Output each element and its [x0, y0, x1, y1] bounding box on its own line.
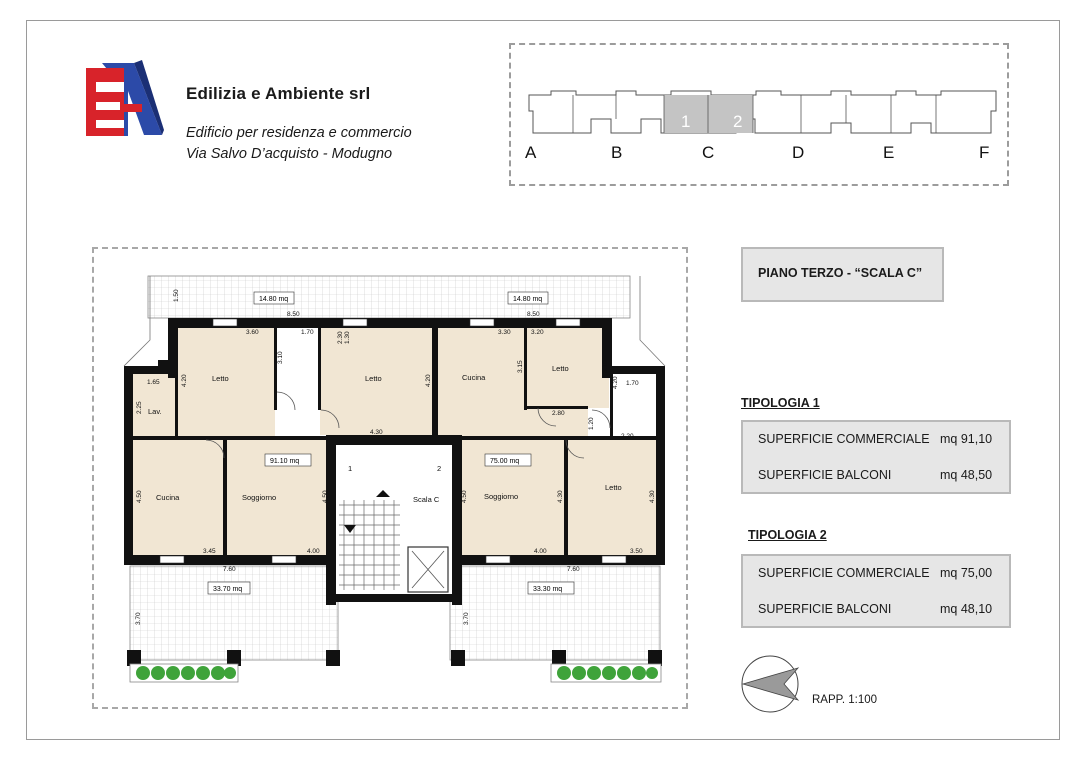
tipologia-1-balconies-value: mq 48,50 [940, 468, 993, 482]
tipologia-1-balconies-label: SUPERFICIE BALCONI [758, 468, 892, 482]
keyplan-letter-c: C [702, 143, 715, 162]
room-bagno-1 [275, 328, 320, 437]
area-balcony-top-left: 14.80 mq [259, 296, 289, 303]
tipologia-1-table [741, 420, 1011, 494]
tipologia-2-commercial-value: mq 75,00 [940, 566, 993, 580]
dim-280: 2.80 [552, 410, 565, 417]
dim-170-right: 1.70 [626, 380, 639, 387]
dim-420-center: 4.20 [425, 374, 432, 387]
dim-120: 1.20 [588, 417, 595, 430]
dim-170-left: 1.70 [301, 329, 314, 336]
floor-title-box [741, 247, 944, 302]
tipologia-2-commercial-label: SUPERFICIE COMMERCIALE [758, 566, 930, 580]
dim-420-right: 4.20 [612, 376, 619, 389]
keyplan-unit-1: 1 [681, 112, 691, 131]
stair-number-2: 2 [437, 464, 442, 473]
room-label-cucina-1: Cucina [156, 493, 180, 502]
room-label-soggiorno-2: Soggiorno [484, 492, 519, 501]
dim-450-left: 4.50 [136, 490, 143, 503]
dim-310-left: 3.10 [277, 351, 284, 364]
dim-350: 3.50 [630, 548, 643, 555]
keyplan-letter-f: F [979, 143, 990, 162]
room-label-letto-1: Letto [212, 374, 229, 383]
project-address: Via Salvo D’acquisto - Modugno [186, 146, 393, 162]
balcony-bottom-right [450, 566, 660, 660]
area-balcony-top-right: 14.80 mq [513, 296, 543, 303]
dim-850-right: 8.50 [527, 311, 540, 318]
scale-label: RAPP. 1:100 [812, 694, 878, 706]
dim-400-right: 4.00 [534, 548, 547, 555]
balcony-bottom-left [130, 566, 338, 660]
dim-370-right: 3.70 [463, 612, 470, 625]
room-label-soggiorno-1: Soggiorno [242, 493, 277, 502]
north-arrow-icon [740, 654, 800, 714]
tipologia-2-table [741, 554, 1011, 628]
room-label-scala: Scala C [413, 495, 440, 504]
dim-450-right: 4.50 [461, 490, 468, 503]
dim-230: 2.30 [337, 331, 344, 344]
dim-360: 3.60 [246, 329, 259, 336]
dim-315: 3.15 [517, 360, 524, 373]
dim-760-left: 7.60 [223, 566, 236, 573]
tipologia-1-commercial-value: mq 91,10 [940, 432, 993, 446]
room-label-letto-2: Letto [365, 374, 382, 383]
room-label-letto-4: Letto [605, 483, 622, 492]
dim-165: 1.65 [147, 379, 160, 386]
tipologia-1-commercial-label: SUPERFICIE COMMERCIALE [758, 432, 930, 446]
tipologia-1-heading: TIPOLOGIA 1 [741, 396, 820, 410]
dim-430-left: 4.30 [557, 490, 564, 503]
dim-430-right: 4.30 [649, 490, 656, 503]
dim-430-center: 4.30 [370, 429, 383, 436]
tipologia-2-heading: TIPOLOGIA 2 [748, 528, 827, 542]
keyplan-unit-2: 2 [733, 112, 743, 131]
keyplan-letter-d: D [792, 143, 805, 162]
area-balcony-bottom-right: 33.30 mq [533, 586, 563, 593]
shaft-left [158, 360, 170, 372]
room-label-letto-3: Letto [552, 364, 569, 373]
stair-number-1: 1 [348, 464, 353, 473]
keyplan-letter-e: E [883, 143, 895, 162]
planter-left [130, 664, 238, 682]
dim-850-left: 8.50 [287, 311, 300, 318]
dim-760-right: 7.60 [567, 566, 580, 573]
room-label-lav: Lav. [148, 407, 162, 416]
area-balcony-bottom-left: 33.70 mq [213, 586, 243, 593]
dim-420-left: 4.20 [181, 374, 188, 387]
dim-225: 2.25 [136, 401, 143, 414]
dim-345: 3.45 [203, 548, 216, 555]
planter-right [551, 664, 661, 682]
keyplan-letter-a: A [525, 143, 537, 162]
keyplan-letter-b: B [611, 143, 623, 162]
floor-title: PIANO TERZO - “SCALA C” [758, 266, 923, 280]
tipologia-2-balconies-label: SUPERFICIE BALCONI [758, 602, 892, 616]
dim-130: 1.30 [344, 331, 351, 344]
company-name: Edilizia e Ambiente srl [186, 84, 371, 103]
room-label-cucina-2: Cucina [462, 373, 486, 382]
dim-400-left: 4.00 [307, 548, 320, 555]
area-unit-1: 91.10 mq [270, 458, 300, 465]
dim-310-right: 3.10 [602, 360, 609, 373]
dim-150: 1.50 [173, 289, 180, 302]
area-unit-2: 75.00 mq [490, 458, 520, 465]
project-subtitle: Edificio per residenza e commercio [186, 125, 412, 141]
dim-320: 3.20 [531, 329, 544, 336]
balcony-top [148, 276, 630, 318]
dim-220: 2.20 [621, 433, 634, 440]
dim-450-center: 4.50 [322, 490, 329, 503]
dim-330: 3.30 [498, 329, 511, 336]
dim-370-left: 3.70 [135, 612, 142, 625]
tipologia-2-balconies-value: mq 48,10 [940, 602, 993, 616]
